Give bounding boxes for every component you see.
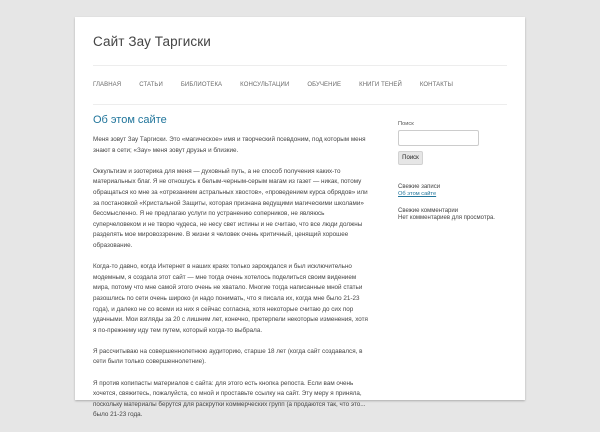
no-comments-text: Нет комментариев для просмотра. — [398, 215, 495, 221]
recent-comments-title: Свежие комментарии — [398, 208, 459, 214]
nav-item-contacts[interactable]: КОНТАКТЫ — [419, 82, 454, 88]
main-content — [93, 114, 373, 432]
paragraph: Когда-то давно, когда Интернет в наших краях только зарождался и был исключительно модемным, я создала этот сайт — мне тогда очень хотелось поделиться своим видением мира, потому что мне самой этого очень не хватало. Многие тогда написанные мной статьи разошлись по сети очень широко (и надо понимать, что я писала их, когда мне было 21-23 года), и далеко не со всеми из них я сейчас согласна, хотя некоторые считаю до сих пор удачными. Мои взгляды за 20 с лишним лет, конечно, претерпели некоторые изменения, хотя я по-прежнему иду тем путем, который когда-то выбрала. — [93, 263, 368, 334]
search-input[interactable] — [398, 130, 479, 146]
paragraph: Оккультизм и эзотерика для меня — духовный путь, а не способ получения каких-то материальных благ. Я не отношусь к белым-черным-серым магам из газет — никак, потому обращаться ко мне за «отрезанием астральных хвостов», «проведением курса обрядов» или за постановкой «Кристальной Защиты, которая признана ведущими магическими школами» бессмысленно. Я не предлагаю услуги по устранению соперников, не являюсь суперчеловеком и не творю чудеса, не несу свет истины и не считаю, что все люди должны разделять мое мировоззрение. В жизни я человек очень критичный, ценящий хорошее образование. — [93, 167, 368, 249]
search-label: Поиск — [398, 121, 414, 127]
paragraph: Я против копипасты материалов с сайта: для этого есть кнопка репоста. Если вам очень хочется, свяжитесь, пожалуйста, со мной и проставьте ссылку на сайт. Эту меру я приняла, поскольку материалы берутся для раскрутки коммерческих групп (а продаются так, что это... было 21-23 года. — [93, 379, 366, 419]
page-container — [75, 17, 525, 419]
nav-item-consultations[interactable]: КОНСУЛЬТАЦИИ — [240, 82, 290, 88]
nav-item-home[interactable]: ГЛАВНАЯ — [93, 82, 122, 88]
search-button[interactable]: Поиск — [398, 151, 423, 165]
nav-item-library[interactable]: БИБЛИОТЕКА — [180, 82, 223, 88]
recent-post-link[interactable]: Об этом сайте — [398, 191, 437, 197]
main-navigation — [93, 65, 507, 105]
site-title[interactable]: Сайт Зау Таргиски — [93, 34, 211, 49]
recent-posts-title: Свежие записи — [398, 184, 441, 190]
sidebar — [398, 121, 508, 221]
nav-item-education[interactable]: ОБУЧЕНИЕ — [307, 82, 342, 88]
recent-comments-widget — [398, 208, 495, 221]
recent-posts-widget — [398, 184, 440, 197]
nav-item-articles[interactable]: СТАТЬИ — [139, 82, 163, 88]
entry-body — [93, 135, 373, 421]
nav-item-books-of-shadows[interactable]: КНИГИ ТЕНЕЙ — [359, 82, 402, 88]
page-title: Об этом сайте — [93, 114, 167, 126]
search-widget — [398, 121, 508, 165]
paragraph: Я рассчитываю на совершеннолетнюю аудиторию, старше 18 лет (когда сайт создавался, в сети были только совершеннолетние). — [93, 347, 363, 366]
paragraph: Меня зовут Зау Таргиски. Это «магическое» имя и творческий псевдоним, под которым меня знают в сети; «Зау» меня зовут друзья и близкие. — [93, 136, 366, 154]
